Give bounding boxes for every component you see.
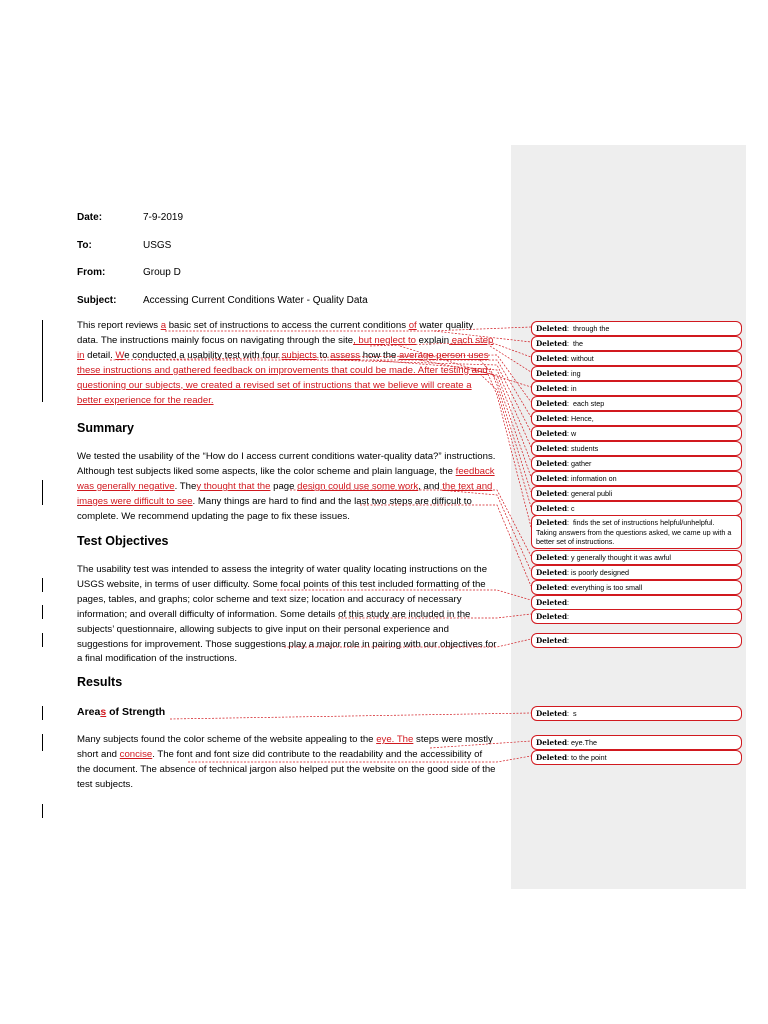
comment-balloon[interactable]: Deleted: the [531, 336, 742, 351]
memo-from-label: From: [77, 267, 106, 278]
memo-date-value: 7-9-2019 [143, 212, 184, 223]
comment-balloon[interactable]: Deleted: everything is too small [531, 580, 742, 595]
change-bar [42, 734, 43, 751]
memo-subject-label: Subject: [77, 295, 117, 306]
comment-balloon[interactable]: Deleted: [531, 609, 742, 624]
comment-balloon[interactable]: Deleted: each step [531, 396, 742, 411]
comment-balloon[interactable]: Deleted: s [531, 706, 742, 721]
comment-balloon[interactable]: Deleted: information on [531, 471, 742, 486]
comment-balloon[interactable]: Deleted: [531, 633, 742, 648]
comment-balloon[interactable]: Deleted: w [531, 426, 742, 441]
comment-balloon[interactable]: Deleted: eye.The [531, 735, 742, 750]
summary-heading: Summary [77, 421, 134, 435]
comment-balloon[interactable]: Deleted: is poorly designed [531, 565, 742, 580]
comment-balloon[interactable]: Deleted: ing [531, 366, 742, 381]
change-bar [42, 320, 43, 402]
memo-subject-value: Accessing Current Conditions Water - Quality Data [143, 295, 368, 306]
results-heading: Results [77, 675, 123, 689]
comment-balloon[interactable]: Deleted: without [531, 351, 742, 366]
memo-to-value: USGS [143, 240, 172, 251]
memo-date-label: Date: [77, 212, 103, 223]
change-bar [42, 578, 43, 592]
memo-to-label: To: [77, 240, 92, 251]
change-bar [42, 706, 43, 720]
summary-paragraph: We tested the usability of the “How do I access current conditions water-quality data?” instructions. Although test subjects liked some aspects, like the color scheme and plain language, the feedback was generally negative. They thought that the page design could use some work, and the text and images were difficult to see. Many things are hard to find and the last two steps are difficult to complete. We recommend updating the page to fix these issues. [77, 451, 496, 522]
comment-balloon[interactable]: Deleted: in [531, 381, 742, 396]
comment-balloon[interactable]: Deleted: finds the set of instructions helpful/unhelpful. Taking answers from the questions asked, we came up with a better set of instructions. [531, 515, 742, 549]
change-bar [42, 605, 43, 619]
areas-of-strength-heading: Areas of Strength [77, 706, 166, 718]
results-paragraph: Many subjects found the color scheme of the website appealing to the eye. The steps were mostly short and concise. The font and font size did contribute to the readability and the accessibility of the document. The absence of technical jargon also helped put the website on the good side of the test subjects. [77, 734, 496, 790]
change-bar [42, 480, 43, 505]
comment-balloon[interactable]: Deleted: Hence, [531, 411, 742, 426]
comment-balloon[interactable]: Deleted: through the [531, 321, 742, 336]
test-objectives-heading: Test Objectives [77, 534, 169, 548]
intro-paragraph: This report reviews a basic set of instructions to access the current conditions of water quality data. The instructions mainly focus on navigating through the site, but neglect to explain each step in detail. We conducted a usability test with four subjects to assess how the average person uses these instructions and gathered feedback on improvements that could be made. After testing and questioning our subjects, we created a revised set of instructions that we believe will create a better experience for the reader. [77, 320, 494, 406]
comment-balloon[interactable]: Deleted: gather [531, 456, 742, 471]
comment-balloon[interactable]: Deleted: students [531, 441, 742, 456]
comment-balloon[interactable]: Deleted: y generally thought it was awful [531, 550, 742, 565]
change-bar [42, 633, 43, 647]
comment-balloon[interactable]: Deleted: to the point [531, 750, 742, 765]
memo-from-value: Group D [143, 267, 181, 278]
comment-balloon[interactable]: Deleted: c [531, 501, 742, 516]
comment-balloon[interactable]: Deleted: [531, 595, 742, 610]
comment-balloon[interactable]: Deleted: general publi [531, 486, 742, 501]
test-objectives-paragraph: The usability test was intended to assess the integrity of water quality locating instructions on the USGS website, in terms of user difficulty. Some focal points of this test included formatting of the pages, tables, and graphs; color scheme and text size; location and accuracy of necessary information; and overall difficulty of information. Some details of this study are included in the subjects’ questionnaire, allowing subjects to give input on their personal experience and suggestions for improvement. Those suggestions play a major role in pairing with our objectives for a final modification of the instructions. [77, 564, 497, 665]
change-bar [42, 804, 43, 818]
